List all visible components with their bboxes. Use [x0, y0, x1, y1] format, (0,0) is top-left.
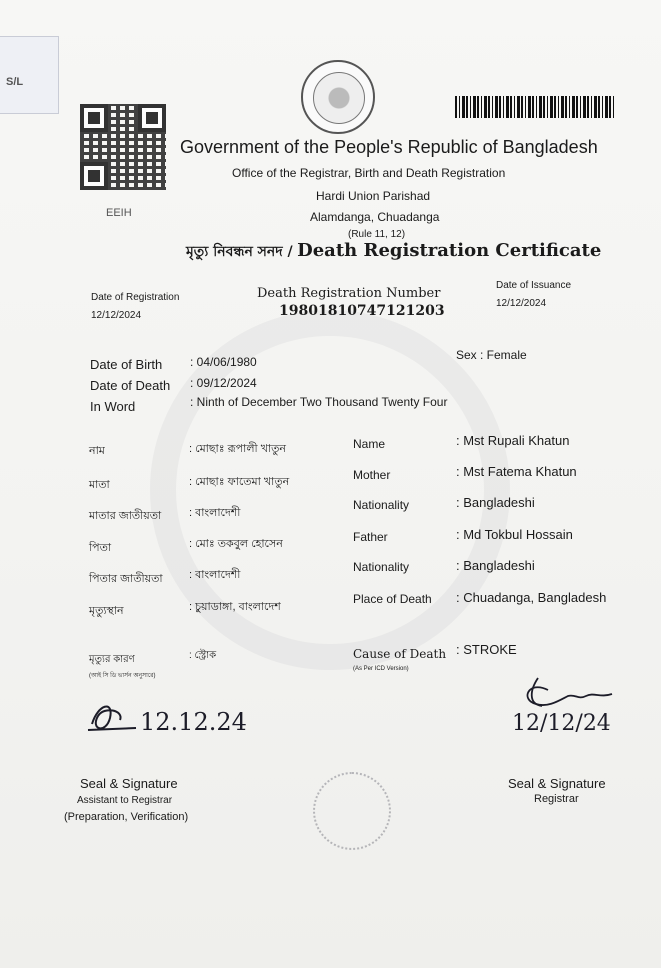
- corner-tab: [0, 36, 59, 114]
- certificate-title-en: Death Registration Certificate: [297, 240, 602, 261]
- row-en-label: Name: [353, 437, 386, 451]
- row-bn-value: : বাংলাদেশী: [189, 507, 241, 519]
- dod-label: Date of Death: [90, 378, 171, 393]
- row-bn-label: মাতার জাতীয়তা: [89, 510, 162, 522]
- assistant-seal-title: Seal & Signature: [80, 776, 178, 791]
- sex-value: Sex : Female: [456, 348, 527, 362]
- row-bn-label: পিতা: [89, 542, 112, 554]
- office-heading: Office of the Registrar, Birth and Death Registration: [232, 166, 506, 180]
- row-bn-value: : মোঃ তকবুল হোসেন: [189, 538, 283, 550]
- row-bn-label: মাতা: [89, 479, 110, 491]
- issuance-date-label: Date of Issuance: [496, 280, 572, 291]
- row-bn-label: মৃত্যুস্থান: [89, 605, 124, 617]
- row-en-value: : Mst Rupali Khatun: [456, 433, 570, 448]
- serial-label: S/L: [6, 76, 24, 88]
- row-en-label: Mother: [353, 468, 391, 482]
- qr-code-icon: [80, 104, 166, 190]
- issuance-date-value: 12/12/2024: [496, 298, 547, 309]
- inword-value: : Ninth of December Two Thousand Twenty Four: [190, 395, 448, 409]
- registration-date-label: Date of Registration: [91, 292, 180, 303]
- row-en-value: : Mst Fatema Khatun: [456, 464, 577, 479]
- row-bn-label: নাম: [89, 445, 105, 457]
- cause-bn-value: : স্ট্রোক: [189, 650, 217, 661]
- registration-number-label: Death Registration Number: [257, 286, 441, 301]
- row-en-value: : Bangladeshi: [456, 495, 535, 510]
- inword-label: In Word: [90, 399, 136, 414]
- registrar-signature-icon: [508, 660, 628, 740]
- certificate-title: [186, 240, 601, 264]
- registrar-seal-title: Seal & Signature: [508, 776, 606, 791]
- faint-stamp-text: [96, 738, 98, 747]
- row-en-value: : Md Tokbul Hossain: [456, 527, 573, 542]
- dob-label: Date of Birth: [90, 357, 163, 372]
- cause-bn-note: (আই সি ডি ভার্সন অনুসারে): [89, 673, 156, 679]
- row-en-label: Nationality: [353, 560, 410, 574]
- rule-text: (Rule 11, 12): [348, 229, 406, 240]
- government-heading: Government of the People's Republic of Bangladesh: [180, 137, 598, 157]
- center-stamp-icon: [313, 772, 391, 850]
- dod-value: : 09/12/2024: [190, 376, 257, 390]
- qr-caption: EEIH: [106, 207, 132, 219]
- assistant-signature-date: 12.12.24: [140, 708, 247, 736]
- barcode-icon: [455, 96, 615, 118]
- cause-en-label: Cause of Death: [353, 647, 447, 661]
- assistant-role-sub: (Preparation, Verification): [64, 811, 189, 823]
- row-en-label: Father: [353, 530, 388, 544]
- cause-en-note: (As Per ICD Version): [353, 666, 409, 672]
- assistant-role: Assistant to Registrar: [77, 795, 173, 806]
- row-en-value: : Bangladeshi: [456, 558, 535, 573]
- government-seal-icon: [301, 60, 375, 134]
- row-en-value: : Chuadanga, Bangladesh: [456, 590, 607, 605]
- row-bn-value: : মোছাঃ ফাতেমা খাতুন: [189, 476, 290, 488]
- dob-value: : 04/06/1980: [190, 355, 257, 369]
- row-bn-label: পিতার জাতীয়তা: [89, 573, 163, 585]
- registration-date-value: 12/12/2024: [91, 310, 142, 321]
- row-bn-value: : মোছাঃ রূপালী খাতুন: [189, 443, 286, 455]
- parishad-heading: Hardi Union Parishad: [316, 189, 431, 203]
- registration-number-value: 19801810747121203: [279, 303, 445, 319]
- row-bn-value: : চুয়াডাঙ্গা, বাংলাদেশ: [189, 601, 281, 613]
- assistant-signature-icon: [84, 690, 247, 740]
- row-en-label: Nationality: [353, 498, 410, 512]
- certificate-title-bn: মৃত্যু নিবন্ধন সনদ /: [186, 244, 293, 260]
- registrar-role: Registrar: [534, 793, 579, 805]
- row-en-label: Place of Death: [353, 592, 432, 606]
- cause-en-value: : STROKE: [456, 642, 517, 657]
- cause-bn-label: মৃত্যুর কারণ: [89, 654, 135, 665]
- registrar-signature-date: 12/12/24: [512, 711, 611, 736]
- location-heading: Alamdanga, Chuadanga: [310, 210, 440, 224]
- row-bn-value: : বাংলাদেশী: [189, 569, 241, 581]
